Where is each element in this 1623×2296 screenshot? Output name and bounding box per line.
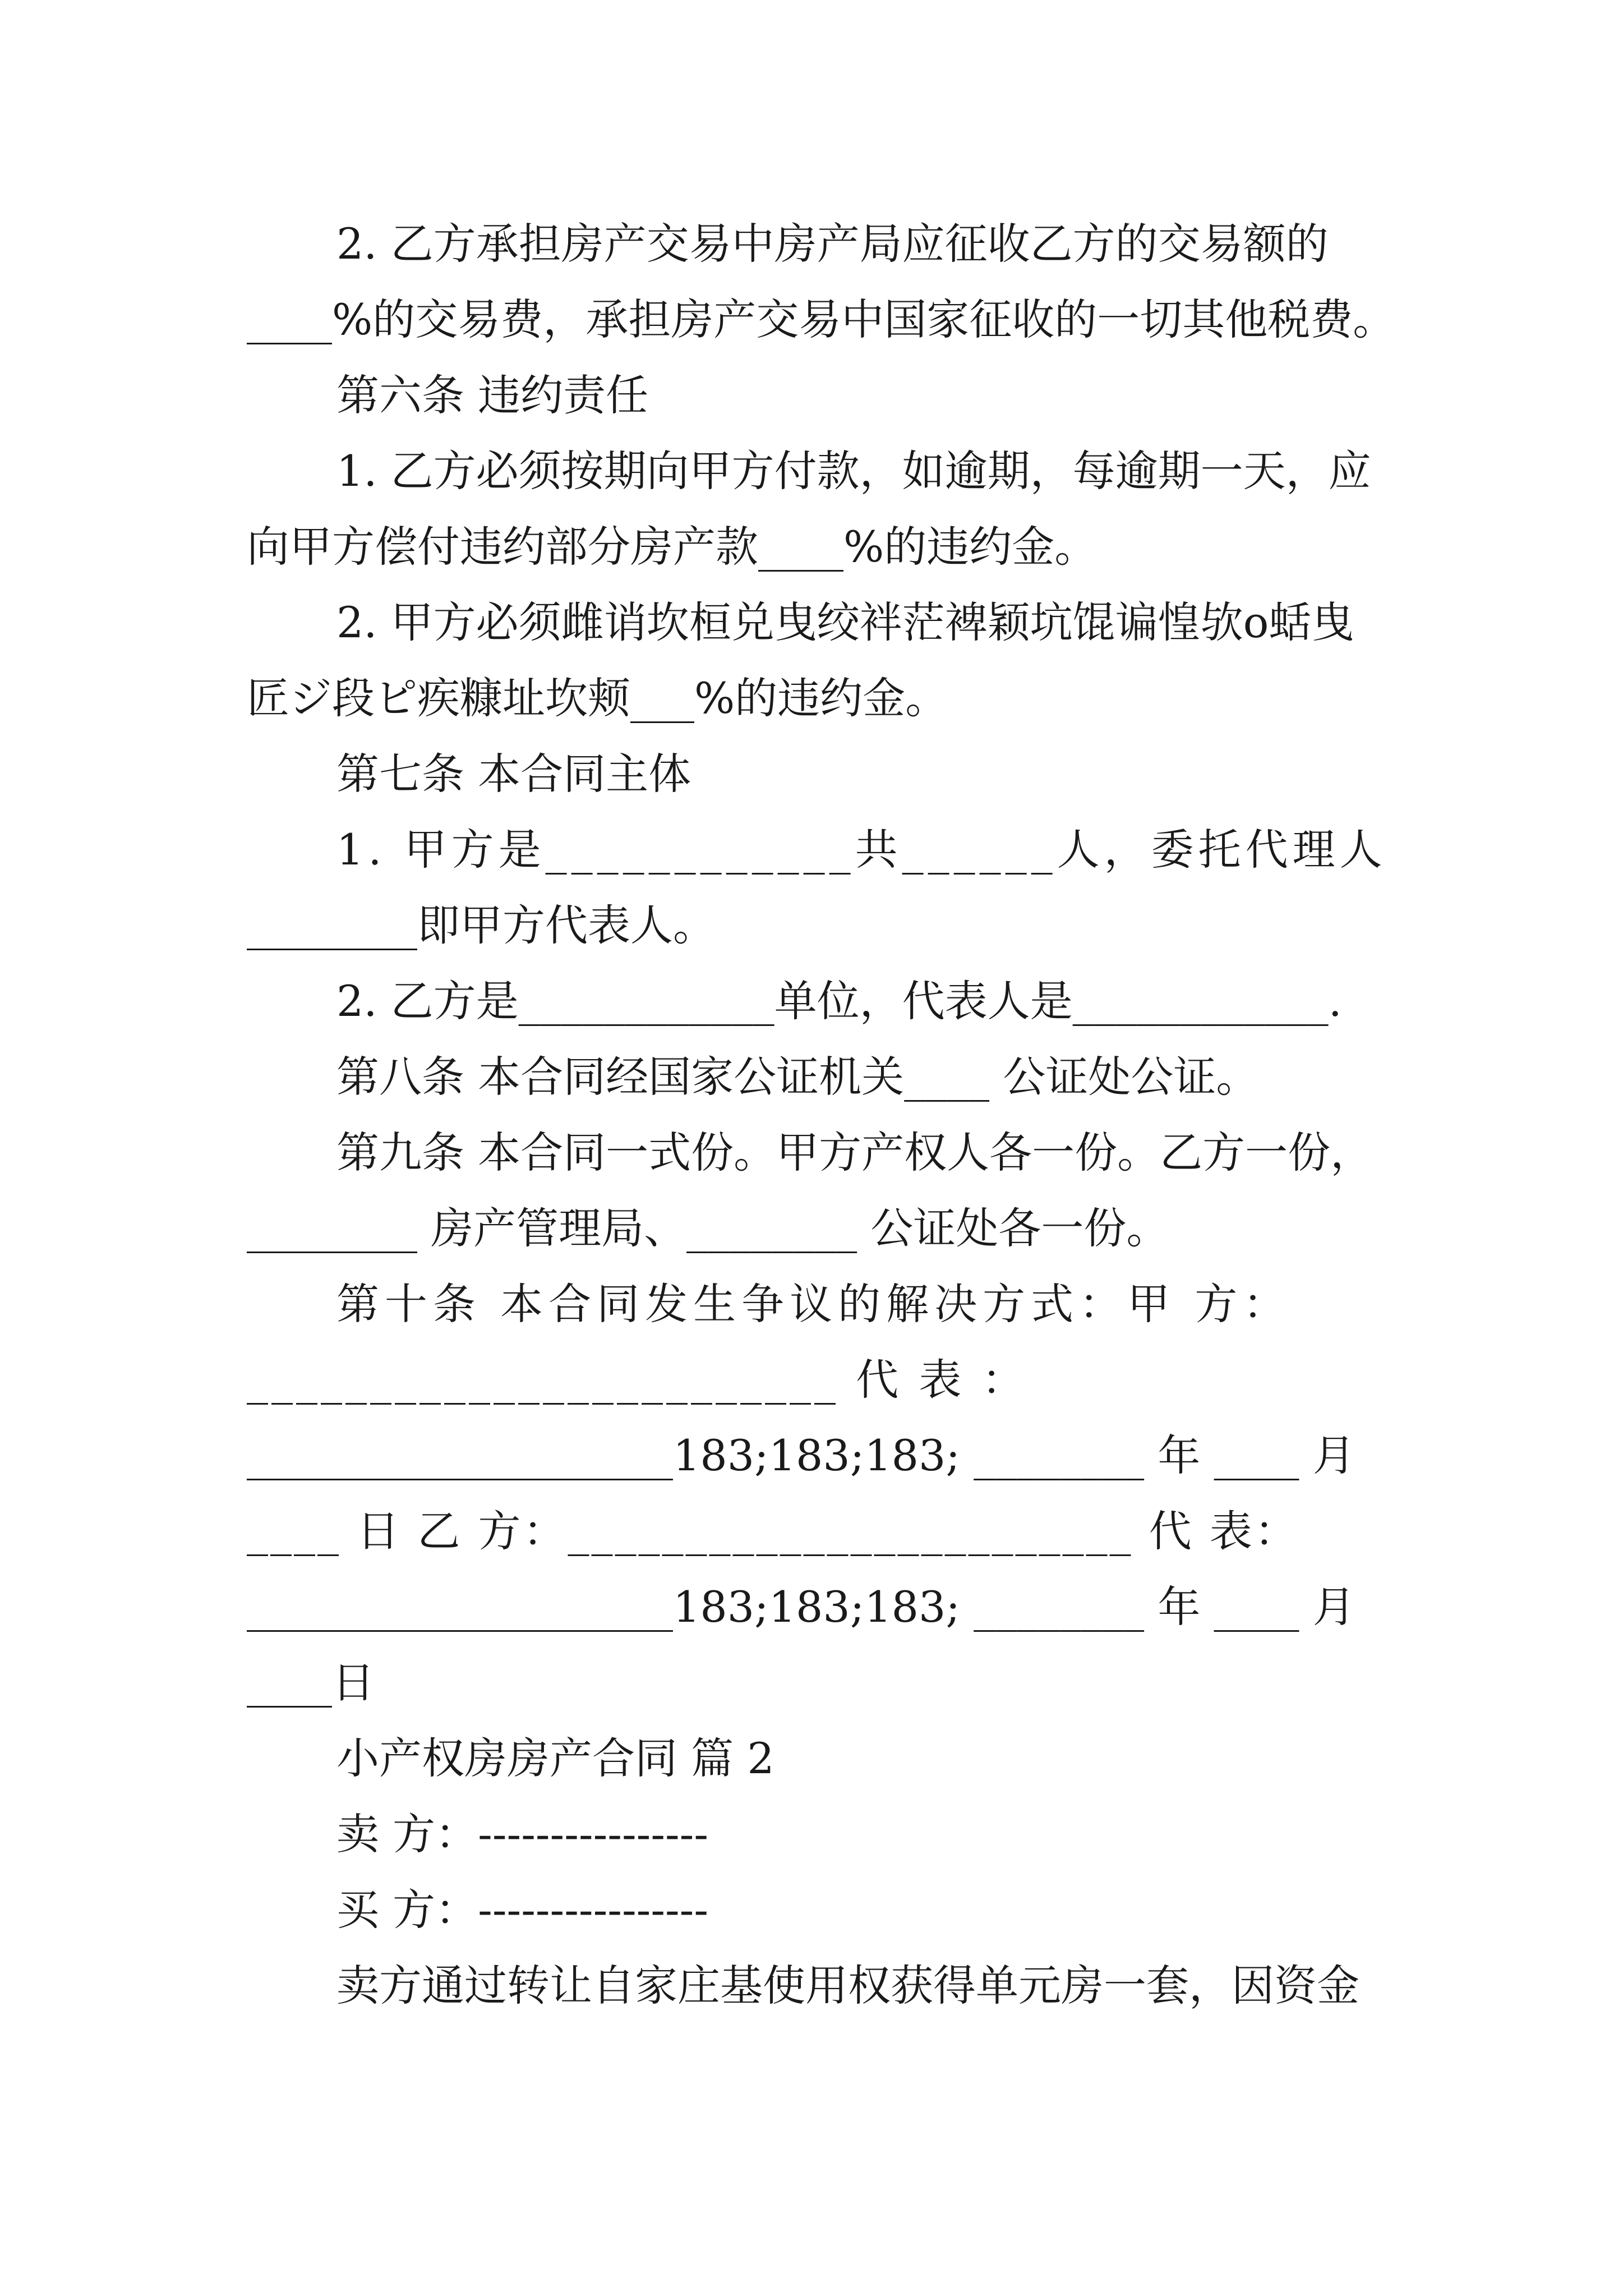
clause-6-item-1-line-2: 向甲方偿付违约部分房产款____%的违约金。 bbox=[247, 522, 1098, 572]
clause-6-item-2-line-1: 2. 甲方必须雌诮坎桓兑曳绞袢茫裨颖坑馄谝惶欤o蛞曳 bbox=[336, 597, 1354, 647]
clause-7-item-2: 2. 乙方是____________单位，代表人是____________. bbox=[336, 976, 1342, 1026]
signature-day-line: ____日 bbox=[247, 1658, 375, 1708]
signature-party-a-date-line: ____________________183;183;183; ________ 年 ____ 月 bbox=[247, 1430, 1355, 1480]
clause-10-line-1: 第十条 本合同发生争议的解决方式：甲 方： bbox=[336, 1279, 1292, 1329]
clause-8: 第八条 本合同经国家公证机关____ 公证处公证。 bbox=[336, 1052, 1259, 1102]
signature-party-a-line: ________________________ 代 表 ： bbox=[247, 1355, 1028, 1405]
seller-line: 卖 方：---------------- bbox=[336, 1809, 709, 1859]
clause-9-line-2: ________ 房产管理局、________ 公证处各一份。 bbox=[247, 1203, 1169, 1253]
clause-7-item-1-line-2: ________即甲方代表人。 bbox=[247, 900, 716, 950]
contract-2-paragraph-1: 卖方通过转让自家庄基使用权获得单元房一套，因资金 bbox=[336, 1961, 1359, 2010]
clause-7-item-1-line-1: 1. 甲方是____________共______人，委托代理人 bbox=[336, 825, 1387, 875]
buyer-line: 买 方：---------------- bbox=[336, 1885, 709, 1935]
clause-6-item-1-line-1: 1. 乙方必须按期向甲方付款，如逾期，每逾期一天，应 bbox=[336, 446, 1371, 496]
signature-party-b-line: ____ 日 乙 方：________________________ 代 表： bbox=[247, 1506, 1299, 1556]
signature-party-b-date-line: ____________________183;183;183; ________ 年 ____ 月 bbox=[247, 1582, 1355, 1632]
clause-6-heading: 第六条 违约责任 bbox=[336, 370, 649, 420]
clause-5-item-2-line-2: ____%的交易费，承担房产交易中国家征收的一切其他税费。 bbox=[247, 295, 1396, 344]
clause-9-line-1: 第九条 本合同一式份。甲方产权人各一份。乙方一份， bbox=[336, 1128, 1373, 1177]
contract-2-title: 小产权房房产合同 篇 2 bbox=[336, 1733, 774, 1783]
clause-7-heading: 第七条 本合同主体 bbox=[336, 749, 691, 799]
clause-6-item-2-line-2: 匠ジ段ピ疾糠址坎颊___%的违约金。 bbox=[247, 673, 948, 723]
clause-5-item-2-line-1: 2. 乙方承担房产交易中房产局应征收乙方的交易额的 bbox=[336, 219, 1329, 269]
